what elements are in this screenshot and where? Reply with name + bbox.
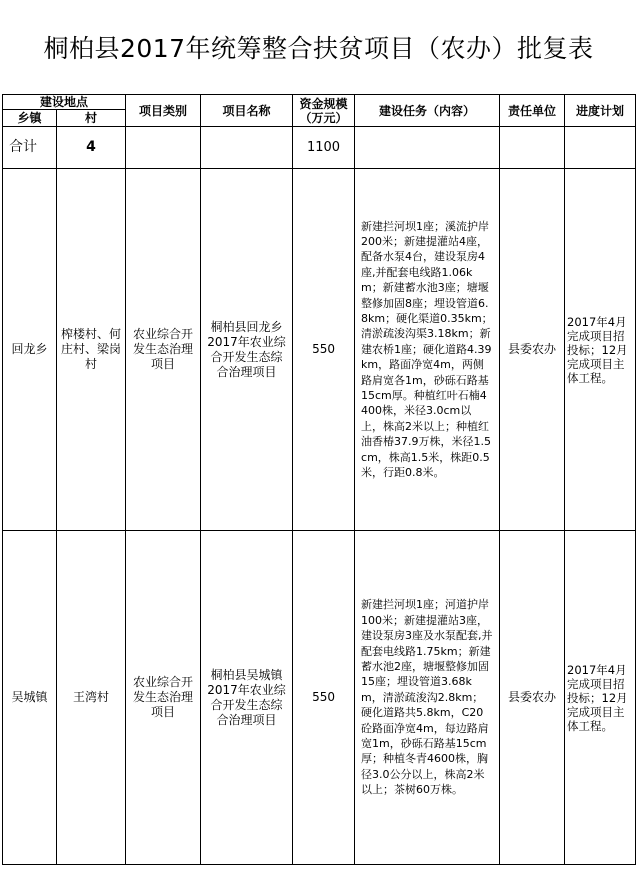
header-unit: 责任单位 (500, 95, 565, 127)
row-unit: 县委农办 (500, 169, 565, 531)
row-task: 新建拦河坝1座；河道护岸100米；新建提灌站3座，建设泵房3座及水泵配套,并配套电线路1.75km；新建蓄水池2座，塘堰整修加固15座；埋设管道3.68km，清淤疏浚沟2.8km；硬化道路共5.8km，C20砼路面净宽4m，每边路肩宽1m，砂砾石路基15cm厚；种植冬青4600株，胸径3.0公分以上，株高2米以上；茶树60万株。 (355, 531, 500, 865)
total-fund: 1100 (293, 127, 355, 169)
header-name: 项目名称 (201, 95, 293, 127)
row-township: 吴城镇 (3, 531, 57, 865)
table-row (3, 169, 636, 531)
header-fund-line1: 资金规模 (299, 96, 348, 111)
row-unit: 县委农办 (500, 531, 565, 865)
row-category: 农业综合开发生态治理项目 (126, 531, 201, 865)
header-village: 村 (57, 110, 126, 127)
row-fund: 550 (293, 531, 355, 865)
total-villages: 4 (57, 127, 126, 169)
header-plan: 进度计划 (565, 95, 636, 127)
row-plan: 2017年4月完成项目招投标；12月完成项目主体工程。 (565, 531, 636, 865)
total-unit-empty (500, 127, 565, 169)
header-township: 乡镇 (3, 110, 57, 127)
total-plan-empty (565, 127, 636, 169)
header-location: 建设地点 (3, 95, 126, 110)
row-task: 新建拦河坝1座；溪流护岸200米；新建提灌站4座，配备水泵4台，建设泵房4座,并配套电线路1.06km；新建蓄水池3座；塘堰整修加固8座；埋设管道6.8km；硬化渠道0.35km；清淤疏浚沟渠3.18km；新建农桥1座；硬化道路4.39km，路面净宽4m，两侧路肩宽各1m，砂砾石路基15cm厚。种植红叶石楠4400株，米径3.0cm以上，株高2米以上；种植红油香椿37.9万株，米径1.5cm，株高1.5米，株距0.5米，行距0.8米。 (355, 169, 500, 531)
row-category: 农业综合开发生态治理项目 (126, 169, 201, 531)
row-township: 回龙乡 (3, 169, 57, 531)
header-fund-line2: （万元） (299, 110, 348, 125)
header-row (3, 95, 636, 110)
total-label: 合计 (3, 127, 57, 169)
approval-table (2, 94, 636, 865)
row-plan: 2017年4月完成项目招投标；12月完成项目主体工程。 (565, 169, 636, 531)
page-title: 桐柏县2017年统筹整合扶贫项目（农办）批复表 (43, 34, 594, 63)
row-project-name: 桐柏县吴城镇2017年农业综合开发生态综合治理项目 (201, 531, 293, 865)
table-row (3, 531, 636, 865)
total-category-empty (126, 127, 201, 169)
header-fund (293, 95, 355, 127)
total-row (3, 127, 636, 169)
header-task: 建设任务（内容） (355, 95, 500, 127)
row-project-name: 桐柏县回龙乡2017年农业综合开发生态综合治理项目 (201, 169, 293, 531)
total-name-empty (201, 127, 293, 169)
row-fund: 550 (293, 169, 355, 531)
total-task-empty (355, 127, 500, 169)
header-category: 项目类别 (126, 95, 201, 127)
row-village: 榨楼村、何庄村、梁岗村 (57, 169, 126, 531)
row-village: 王湾村 (57, 531, 126, 865)
